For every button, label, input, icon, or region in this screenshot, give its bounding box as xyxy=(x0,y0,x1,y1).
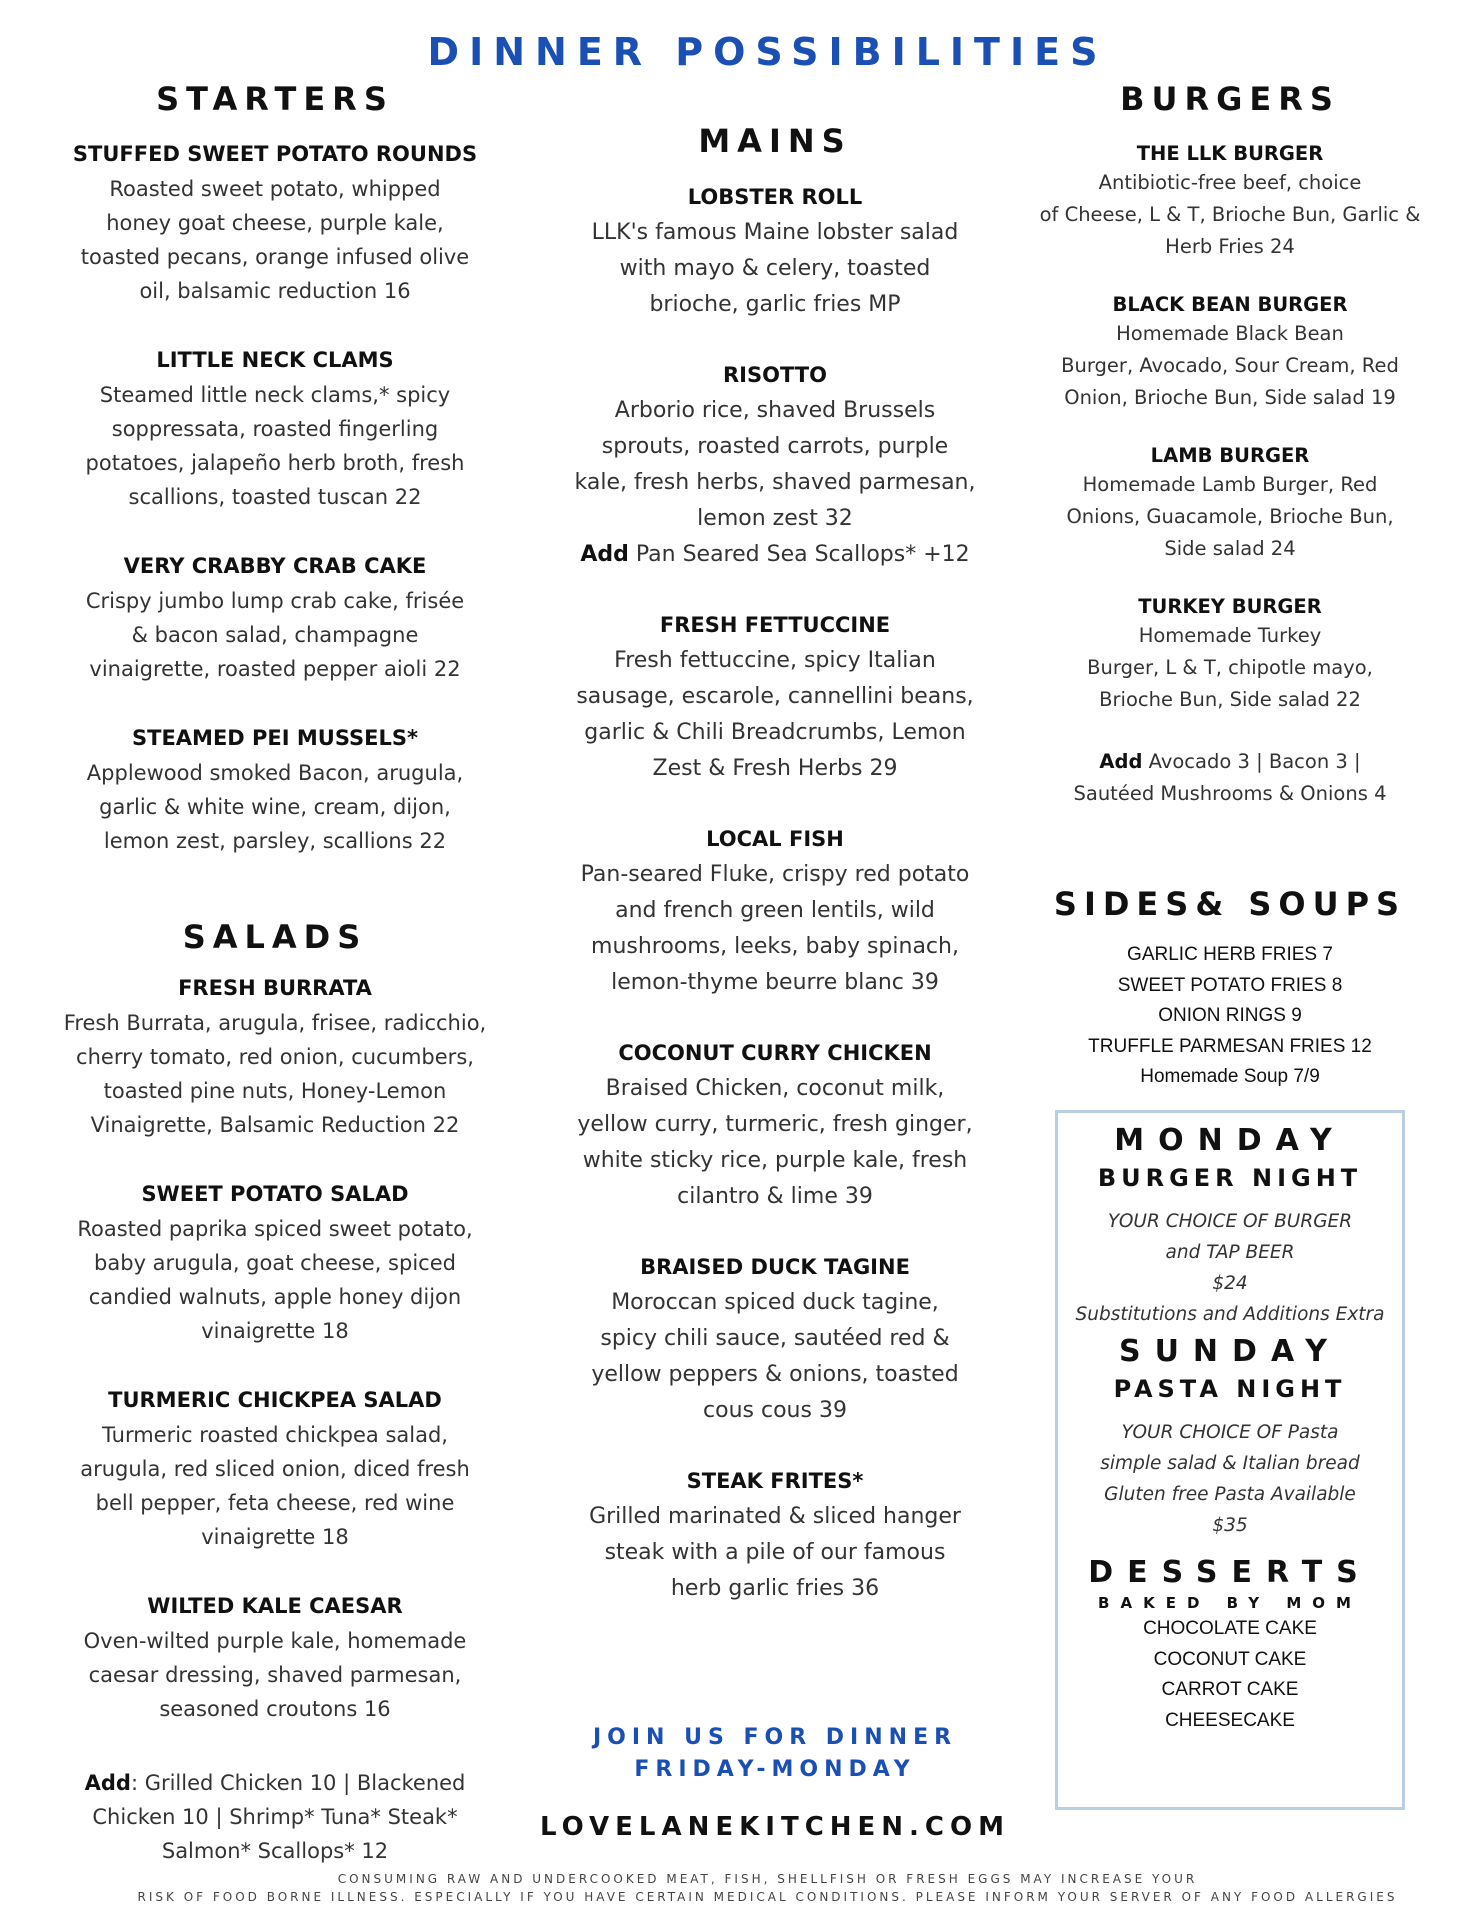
sides-list xyxy=(1030,940,1430,1093)
item-line: herb garlic fries 36 xyxy=(670,1576,880,1601)
item-line: Applewood smoked Bacon, arugula, xyxy=(86,761,464,785)
add-line: Avocado 3 | Bacon 3 | xyxy=(1142,750,1361,773)
special-line: Substitutions and Additions Extra xyxy=(1075,1304,1385,1325)
page-title: DINNER POSSIBILITIES xyxy=(427,30,1108,74)
special-line: $24 xyxy=(1212,1273,1248,1294)
item-line: vinaigrette 18 xyxy=(201,1319,349,1343)
menu-item xyxy=(40,726,510,858)
item-line: honey goat cheese, purple kale, xyxy=(106,211,444,235)
item-line: Fresh fettuccine, spicy Italian xyxy=(614,648,936,673)
menu-item xyxy=(540,613,1010,787)
desserts-title: DESSERTS xyxy=(1088,1555,1372,1590)
side-item: ONION RINGS 9 xyxy=(1158,1005,1302,1026)
item-line: Steamed little neck clams,* spicy xyxy=(99,383,451,407)
item-line: garlic & Chili Breadcrumbs, Lemon xyxy=(584,720,966,745)
item-name: BRAISED DUCK TAGINE xyxy=(640,1255,910,1279)
join-line: FRIDAY-MONDAY xyxy=(634,1757,916,1782)
special-line: $35 xyxy=(1212,1515,1248,1536)
item-line: Burger, L & T, chipotle mayo, xyxy=(1087,656,1373,679)
item-name: BLACK BEAN BURGER xyxy=(1112,293,1348,316)
mains-heading: MAINS xyxy=(698,122,852,160)
item-line: Roasted sweet potato, whipped xyxy=(109,177,441,201)
side-item: GARLIC HERB FRIES 7 xyxy=(1127,944,1333,965)
item-line: vinaigrette 18 xyxy=(201,1525,349,1549)
side-item: Homemade Soup 7/9 xyxy=(1140,1066,1320,1087)
item-name: STUFFED SWEET POTATO ROUNDS xyxy=(72,142,478,166)
mains-list xyxy=(540,185,1010,1647)
item-line: Moroccan spiced duck tagine, xyxy=(611,1290,939,1315)
item-line: Crispy jumbo lump crab cake, frisée xyxy=(85,589,465,613)
item-line: Arborio rice, shaved Brussels xyxy=(614,398,936,423)
monday-details xyxy=(1058,1206,1402,1330)
item-line: Grilled marinated & sliced hanger xyxy=(589,1504,961,1529)
item-line: mushrooms, leeks, baby spinach, xyxy=(591,934,959,959)
website-link[interactable]: LOVELANEKITCHEN.COM xyxy=(540,1812,1010,1842)
item-name: STEAK FRITES* xyxy=(686,1469,864,1493)
item-line: lemon-thyme beurre blanc 39 xyxy=(611,970,939,995)
item-line: scallions, toasted tuscan 22 xyxy=(128,485,422,509)
item-line: cous cous 39 xyxy=(703,1398,847,1423)
join-line: JOIN US FOR DINNER xyxy=(592,1725,958,1750)
menu-item xyxy=(540,1255,1010,1429)
add-label: Add xyxy=(580,542,629,567)
add-line: : Grilled Chicken 10 | Blackened xyxy=(130,1771,466,1795)
special-line: simple salad & Italian bread xyxy=(1100,1453,1360,1474)
item-line: of Cheese, L & T, Brioche Bun, Garlic & xyxy=(1039,203,1421,226)
item-name: THE LLK BURGER xyxy=(1136,142,1324,165)
item-line: arugula, red sliced onion, diced fresh xyxy=(80,1457,470,1481)
join-us-banner xyxy=(540,1722,1010,1786)
allergy-notice-line: CONSUMING RAW AND UNDERCOOKED MEAT, FISH, SHELLFISH OR FRESH EGGS MAY INCREASE YOUR xyxy=(337,1872,1198,1886)
item-line: Onions, Guacamole, Brioche Bun, xyxy=(1066,505,1394,528)
item-name: COCONUT CURRY CHICKEN xyxy=(618,1041,932,1065)
menu-item xyxy=(540,363,1010,573)
item-name: TURMERIC CHICKPEA SALAD xyxy=(108,1388,442,1412)
item-line: oil, balsamic reduction 16 xyxy=(139,279,411,303)
item-line: Vinaigrette, Balsamic Reduction 22 xyxy=(90,1113,460,1137)
menu-item xyxy=(540,185,1010,323)
item-line: yellow curry, turmeric, fresh ginger, xyxy=(577,1112,973,1137)
salads-list xyxy=(40,976,510,1868)
side-item: TRUFFLE PARMESAN FRIES 12 xyxy=(1088,1035,1372,1057)
item-line: Side salad 24 xyxy=(1164,537,1296,560)
item-line: sprouts, roasted carrots, purple xyxy=(601,434,949,459)
burgers-heading: BURGERS xyxy=(1120,80,1340,118)
item-line: lemon zest 32 xyxy=(697,506,853,531)
item-name: VERY CRABBY CRAB CAKE xyxy=(123,554,427,578)
item-line: sausage, escarole, cannellini beans, xyxy=(576,684,974,709)
item-line: Turmeric roasted chickpea salad, xyxy=(102,1423,448,1447)
item-line: steak with a pile of our famous xyxy=(604,1540,946,1565)
menu-item xyxy=(40,554,510,686)
item-line: and french green lentils, wild xyxy=(615,898,935,923)
menu-item xyxy=(40,142,510,308)
desserts-list xyxy=(1058,1614,1402,1736)
item-line: Homemade Lamb Burger, Red xyxy=(1082,473,1378,496)
special-line: YOUR CHOICE OF Pasta xyxy=(1121,1422,1339,1443)
item-line: kale, fresh herbs, shaved parmesan, xyxy=(574,470,976,495)
item-line: Homemade Turkey xyxy=(1138,624,1322,647)
sunday-subtitle: PASTA NIGHT xyxy=(1113,1375,1347,1403)
item-line: vinaigrette, roasted pepper aioli 22 xyxy=(89,657,461,681)
salad-add-ons xyxy=(40,1766,510,1868)
add-label: Add xyxy=(1099,750,1143,773)
dessert-item: COCONUT CAKE xyxy=(1153,1648,1307,1670)
add-label: Add xyxy=(84,1771,131,1795)
item-line: lemon zest, parsley, scallions 22 xyxy=(103,829,447,853)
item-name: TURKEY BURGER xyxy=(1138,595,1322,618)
dessert-item: CHEESECAKE xyxy=(1165,1709,1295,1731)
sides-heading: SIDES& SOUPS xyxy=(1053,885,1407,923)
item-line: with mayo & celery, toasted xyxy=(619,256,931,281)
item-line: cherry tomato, red onion, cucumbers, xyxy=(76,1045,474,1069)
menu-item xyxy=(540,1041,1010,1215)
menu-item xyxy=(1030,595,1430,716)
menu-item xyxy=(40,976,510,1142)
item-line: garlic & white wine, cream, dijon, xyxy=(99,795,451,819)
menu-item xyxy=(40,348,510,514)
item-line: Burger, Avocado, Sour Cream, Red xyxy=(1061,354,1399,377)
dessert-item: CHOCOLATE CAKE xyxy=(1143,1618,1317,1639)
menu-item xyxy=(40,1388,510,1554)
menu-item xyxy=(540,827,1010,1001)
starters-list xyxy=(40,142,510,898)
specials-box xyxy=(1055,1110,1405,1810)
item-name: FRESH FETTUCCINE xyxy=(659,613,891,637)
menu-item xyxy=(40,1594,510,1726)
item-name: LOBSTER ROLL xyxy=(687,185,863,209)
dessert-item: CARROT CAKE xyxy=(1161,1679,1299,1700)
item-line: & bacon salad, champagne xyxy=(131,623,419,647)
menu-item xyxy=(540,1469,1010,1607)
item-line: Onion, Brioche Bun, Side salad 19 xyxy=(1064,386,1396,409)
item-name: STEAMED PEI MUSSELS* xyxy=(132,726,418,750)
item-line: Zest & Fresh Herbs 29 xyxy=(652,756,898,781)
menu-item xyxy=(1030,293,1430,414)
menu-item xyxy=(40,1182,510,1348)
allergy-notice-line: RISK OF FOOD BORNE ILLNESS. ESPECIALLY IF YOU HAVE CERTAIN MEDICAL CONDITIONS. PLEASE INFORM YOUR SERVER OF ANY FOOD ALLERGIES xyxy=(137,1890,1398,1904)
item-line: potatoes, jalapeño herb broth, fresh xyxy=(85,451,465,475)
item-line: soppressata, roasted fingerling xyxy=(111,417,439,441)
starters-heading: STARTERS xyxy=(156,80,394,118)
item-name: LOCAL FISH xyxy=(706,827,844,851)
item-line: yellow peppers & onions, toasted xyxy=(591,1362,959,1387)
special-line: YOUR CHOICE OF BURGER xyxy=(1107,1211,1353,1232)
item-name: WILTED KALE CAESAR xyxy=(147,1594,403,1618)
item-line: cilantro & lime 39 xyxy=(677,1184,873,1209)
item-line: white sticky rice, purple kale, fresh xyxy=(582,1148,968,1173)
item-line: Herb Fries 24 xyxy=(1165,235,1295,258)
item-line: Braised Chicken, coconut milk, xyxy=(605,1076,945,1101)
burgers-list xyxy=(1030,142,1430,810)
sunday-details xyxy=(1058,1417,1402,1541)
add-line: Chicken 10 | Shrimp* Tuna* Steak* xyxy=(92,1805,458,1829)
monday-subtitle: BURGER NIGHT xyxy=(1097,1164,1363,1192)
item-name: RISOTTO xyxy=(723,363,827,387)
item-line: toasted pecans, orange infused olive xyxy=(80,245,470,269)
item-line: Roasted paprika spiced sweet potato, xyxy=(77,1217,473,1241)
desserts-subtitle: BAKED BY MOM xyxy=(1098,1594,1362,1612)
item-line: seasoned croutons 16 xyxy=(159,1697,391,1721)
sunday-title: SUNDAY xyxy=(1118,1334,1342,1369)
item-line: baby arugula, goat cheese, spiced xyxy=(94,1251,456,1275)
salads-heading: SALADS xyxy=(182,918,368,956)
add-line: Pan Seared Sea Scallops* +12 xyxy=(628,542,970,567)
menu-item xyxy=(1030,444,1430,565)
item-line: caesar dressing, shaved parmesan, xyxy=(88,1663,462,1687)
item-name: FRESH BURRATA xyxy=(178,976,372,1000)
special-line: Gluten free Pasta Available xyxy=(1104,1484,1356,1505)
add-line: Sautéed Mushrooms & Onions 4 xyxy=(1073,782,1387,805)
item-line: Antibiotic-free beef, choice xyxy=(1098,171,1362,194)
special-line: and TAP BEER xyxy=(1165,1242,1295,1263)
item-name: LAMB BURGER xyxy=(1150,444,1310,467)
item-line: Brioche Bun, Side salad 22 xyxy=(1099,688,1361,711)
item-line: spicy chili sauce, sautéed red & xyxy=(600,1326,950,1351)
item-line: Pan-seared Fluke, crispy red potato xyxy=(580,862,970,887)
side-item: SWEET POTATO FRIES 8 xyxy=(1117,974,1343,996)
item-line: brioche, garlic fries MP xyxy=(649,292,901,317)
item-name: LITTLE NECK CLAMS xyxy=(156,348,394,372)
item-line: candied walnuts, apple honey dijon xyxy=(88,1285,462,1309)
item-name: SWEET POTATO SALAD xyxy=(141,1182,409,1206)
menu-item xyxy=(1030,142,1430,263)
item-line: toasted pine nuts, Honey-Lemon xyxy=(103,1079,447,1103)
item-line: bell pepper, feta cheese, red wine xyxy=(95,1491,455,1515)
burger-add-ons xyxy=(1030,746,1430,810)
item-line: Homemade Black Bean xyxy=(1116,322,1344,345)
monday-title: MONDAY xyxy=(1114,1123,1346,1158)
item-line: Fresh Burrata, arugula, frisee, radicchio, xyxy=(63,1011,487,1035)
add-line: Salmon* Scallops* 12 xyxy=(161,1839,389,1863)
item-line: Oven-wilted purple kale, homemade xyxy=(83,1629,467,1653)
item-line: LLK's famous Maine lobster salad xyxy=(591,220,959,245)
